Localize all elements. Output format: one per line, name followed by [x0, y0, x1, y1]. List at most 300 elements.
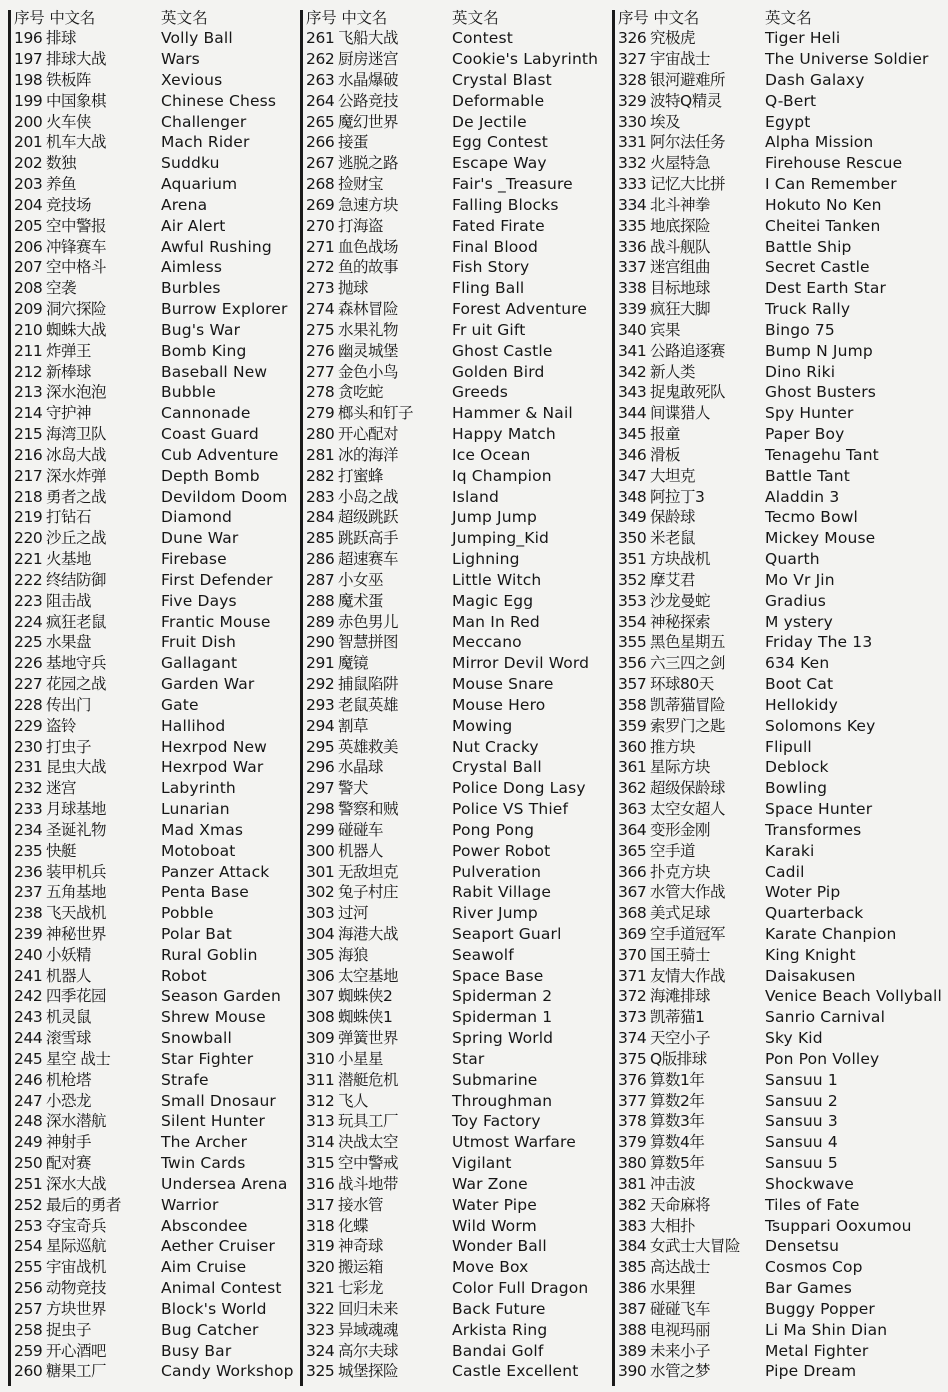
game-english-name: Deformable [452, 91, 545, 110]
game-chinese-name: 火车侠 [46, 112, 92, 131]
game-english-name: Sansuu 5 [765, 1154, 838, 1173]
game-number: 354 [618, 612, 647, 631]
game-chinese-name: 波特Q精灵 [650, 91, 722, 110]
game-number: 381 [618, 1174, 647, 1193]
game-english-name: Busy Bar [161, 1341, 232, 1360]
game-english-name: Contest [452, 29, 513, 48]
list-item [618, 1007, 886, 1028]
game-number: 287 [306, 570, 335, 589]
game-english-name: Alpha Mission [765, 133, 874, 152]
game-chinese-name: 疯狂大脚 [650, 300, 711, 319]
game-number: 307 [306, 987, 335, 1006]
list-item [306, 1028, 554, 1049]
game-chinese-name: 神秘探索 [650, 612, 711, 631]
game-english-name: Warrior [161, 1195, 219, 1214]
game-number: 222 [14, 570, 43, 589]
game-english-name: Cadil [765, 862, 805, 881]
game-english-name: Mouse Snare [452, 675, 554, 694]
game-number: 236 [14, 862, 43, 881]
game-chinese-name: 接水管 [338, 1195, 384, 1214]
game-english-name: Tiles of Fate [765, 1195, 860, 1214]
game-chinese-name: 迷宫 [46, 779, 77, 798]
game-chinese-name: 算数1年 [650, 1070, 705, 1089]
game-chinese-name: 新人类 [650, 362, 696, 381]
game-chinese-name: 空中警戒 [338, 1154, 399, 1173]
game-chinese-name: 四季花园 [46, 987, 107, 1006]
game-chinese-name: 超级保龄球 [650, 779, 726, 798]
game-chinese-name: 环球80天 [650, 675, 714, 694]
game-number: 233 [14, 800, 43, 818]
game-number: 380 [618, 1154, 647, 1173]
game-chinese-name: 算数4年 [650, 1133, 705, 1152]
list-item [306, 1236, 547, 1257]
list-item [618, 341, 873, 362]
list-item [306, 924, 562, 945]
game-english-name: Undersea Arena [161, 1174, 288, 1193]
column-divider [8, 10, 11, 1386]
game-chinese-name: 魔术蛋 [338, 591, 384, 610]
game-chinese-name: 火基地 [46, 550, 92, 569]
game-chinese-name: 回归未来 [338, 1299, 399, 1318]
game-chinese-name: 飞船大战 [338, 29, 399, 48]
game-number: 321 [306, 1279, 335, 1298]
game-number: 320 [306, 1258, 335, 1277]
list-item [14, 820, 244, 841]
list-item [618, 174, 897, 195]
game-english-name: Submarine [452, 1070, 538, 1089]
list-item [618, 841, 815, 862]
game-english-name: Power Robot [452, 841, 551, 860]
game-english-name: Frantic Mouse [161, 612, 271, 631]
list-item [618, 1216, 912, 1237]
game-english-name: Season Garden [161, 987, 281, 1006]
list-item [618, 820, 862, 841]
game-english-name: Truck Rally [765, 300, 851, 319]
game-number: 365 [618, 841, 647, 860]
game-chinese-name: 神秘世界 [46, 924, 107, 943]
list-item [306, 424, 556, 445]
game-chinese-name: 空手道 [650, 841, 696, 860]
game-english-name: Fruit Dish [161, 633, 236, 652]
game-chinese-name: 算数5年 [650, 1154, 705, 1173]
list-item [306, 320, 526, 341]
list-item [14, 841, 236, 862]
list-item [306, 1091, 553, 1112]
game-number: 334 [618, 195, 647, 214]
game-number: 281 [306, 445, 335, 464]
game-english-name: Star [452, 1049, 485, 1068]
game-english-name: Ghost Busters [765, 383, 876, 402]
game-number: 316 [306, 1174, 335, 1193]
list-item [306, 49, 599, 70]
list-item [618, 1091, 838, 1112]
list-item [14, 612, 271, 633]
list-item [14, 882, 249, 903]
game-chinese-name: 水管之梦 [650, 1362, 711, 1381]
game-number: 330 [618, 112, 647, 131]
list-item [618, 1361, 857, 1382]
game-english-name: Aimless [161, 258, 223, 277]
game-number: 322 [306, 1299, 335, 1318]
game-number: 197 [14, 50, 43, 69]
game-english-name: Quarth [765, 550, 820, 569]
game-chinese-name: 水果盘 [46, 633, 92, 652]
game-english-name: Police Dong Lasy [452, 779, 586, 798]
game-number: 264 [306, 91, 335, 110]
game-number: 204 [14, 195, 43, 214]
game-english-name: Cookie's Labyrinth [452, 50, 599, 69]
game-english-name: Hokuto No Ken [765, 195, 882, 214]
game-number: 382 [618, 1195, 647, 1214]
game-number: 359 [618, 716, 647, 735]
game-english-name: Transformes [765, 820, 862, 839]
list-item [618, 1195, 860, 1216]
list-item [306, 612, 540, 633]
game-chinese-name: 海湾卫队 [46, 425, 107, 444]
game-chinese-name: 养鱼 [46, 175, 77, 194]
game-number: 336 [618, 237, 647, 256]
game-chinese-name: 金色小鸟 [338, 362, 399, 381]
list-item [306, 403, 573, 424]
game-chinese-name: 超速赛车 [338, 550, 399, 569]
list-item [14, 778, 236, 799]
game-english-name: Densetsu [765, 1237, 840, 1256]
game-chinese-name: 中国象棋 [46, 91, 107, 110]
game-chinese-name: 空中格斗 [46, 258, 107, 277]
game-number: 261 [306, 29, 335, 48]
game-chinese-name: 星际巡航 [46, 1237, 107, 1256]
game-english-name: Friday The 13 [765, 633, 873, 652]
game-chinese-name: 开心酒吧 [46, 1341, 107, 1360]
list-item [14, 924, 232, 945]
game-chinese-name: 排球 [46, 29, 77, 48]
game-column [300, 6, 612, 1386]
game-english-name: Burbles [161, 279, 221, 298]
game-english-name: Robot [161, 966, 207, 985]
list-item [14, 591, 237, 612]
list-item [306, 674, 554, 695]
list-item [14, 28, 233, 49]
game-english-name: Challenger [161, 112, 247, 131]
list-item [618, 424, 845, 445]
list-item [618, 1278, 853, 1299]
game-chinese-name: 动物竞技 [46, 1279, 107, 1298]
game-chinese-name: 水晶爆破 [338, 70, 399, 89]
list-item [14, 216, 226, 237]
list-item [306, 382, 508, 403]
game-english-name: Pulveration [452, 862, 542, 881]
game-english-name: Abscondee [161, 1216, 248, 1235]
game-english-name: Twin Cards [161, 1154, 246, 1173]
game-number: 255 [14, 1258, 43, 1277]
list-item [618, 924, 897, 945]
game-chinese-name: 公路竞技 [338, 91, 399, 110]
list-item [14, 174, 238, 195]
list-item [14, 91, 277, 112]
game-chinese-name: 大坦克 [650, 466, 696, 485]
list-item [14, 1153, 246, 1174]
game-chinese-name: 守护神 [46, 404, 92, 423]
list-item [306, 653, 590, 674]
game-english-name: Escape Way [452, 154, 547, 173]
game-number: 241 [14, 966, 43, 985]
game-chinese-name: 急速方块 [338, 195, 399, 214]
game-number: 325 [306, 1362, 335, 1381]
game-english-name: Burrow Explorer [161, 300, 288, 319]
list-item [618, 1153, 838, 1174]
game-number: 224 [14, 612, 43, 631]
game-number: 340 [618, 320, 647, 339]
list-item [14, 299, 288, 320]
game-chinese-name: 算数2年 [650, 1091, 705, 1110]
game-english-name: The Universe Soldier [765, 50, 929, 69]
game-number: 331 [618, 133, 647, 152]
list-item [618, 320, 835, 341]
game-english-name: De Jectile [452, 112, 527, 131]
game-number: 351 [618, 550, 647, 569]
game-chinese-name: 蜘蛛侠2 [338, 987, 393, 1006]
game-chinese-name: 排球大战 [46, 50, 107, 69]
game-english-name: Arena [161, 195, 208, 214]
game-number: 274 [306, 300, 335, 319]
list-item [14, 362, 268, 383]
column-divider [612, 10, 615, 1386]
game-number: 203 [14, 175, 43, 194]
game-english-name: Dash Galaxy [765, 70, 865, 89]
game-number: 362 [618, 779, 647, 798]
game-english-name: Depth Bomb [161, 466, 260, 485]
game-english-name: Flipull [765, 737, 812, 756]
game-number: 205 [14, 216, 43, 235]
game-chinese-name: 凯蒂猫冒险 [650, 695, 726, 714]
game-chinese-name: 扑克方块 [650, 862, 711, 881]
game-number: 243 [14, 1008, 43, 1027]
list-item [306, 1049, 485, 1070]
game-english-name: Gate [161, 695, 199, 714]
game-number: 246 [14, 1070, 43, 1089]
game-number: 308 [306, 1008, 335, 1027]
game-english-name: Throughman [452, 1091, 553, 1110]
game-english-name: Vigilant [452, 1154, 512, 1173]
game-chinese-name: 魔镜 [338, 654, 369, 673]
game-chinese-name: 打虫子 [46, 737, 92, 756]
game-chinese-name: 捡财宝 [338, 175, 384, 194]
header-en-label: 英文名 [765, 9, 812, 27]
game-number: 313 [306, 1112, 335, 1131]
game-english-name: Sansuu 2 [765, 1091, 838, 1110]
game-number: 373 [618, 1008, 647, 1027]
list-item [306, 632, 522, 653]
game-chinese-name: 宾果 [650, 320, 681, 339]
game-chinese-name: 报童 [650, 425, 681, 444]
game-english-name: Jump Jump [452, 508, 537, 527]
list-item [618, 1174, 854, 1195]
list-item [306, 1320, 548, 1341]
game-number: 356 [618, 654, 647, 673]
game-english-name: Fair's _Treasure [452, 175, 573, 194]
list-item [618, 257, 870, 278]
game-english-name: Mad Xmas [161, 820, 244, 839]
game-chinese-name: 变形金刚 [650, 820, 711, 839]
game-english-name: Candy Workshop [161, 1362, 294, 1381]
game-chinese-name: 装甲机兵 [46, 862, 107, 881]
game-number: 285 [306, 529, 335, 548]
game-number: 327 [618, 50, 647, 69]
game-number: 333 [618, 175, 647, 194]
game-english-name: M ystery [765, 612, 833, 631]
game-chinese-name: 高达战士 [650, 1258, 711, 1277]
game-chinese-name: 国王骑士 [650, 945, 711, 964]
list-item [14, 966, 207, 987]
list-item [306, 695, 546, 716]
list-item [618, 70, 865, 91]
list-item [14, 1236, 276, 1257]
game-number: 271 [306, 237, 335, 256]
game-english-name: Cosmos Cop [765, 1258, 863, 1277]
game-english-name: Fish Story [452, 258, 530, 277]
list-item [618, 862, 805, 883]
game-number: 262 [306, 50, 335, 69]
game-english-name: Li Ma Shin Dian [765, 1320, 888, 1339]
game-number: 199 [14, 91, 43, 110]
game-chinese-name: 深水潜航 [46, 1112, 107, 1131]
game-english-name: Gradius [765, 591, 826, 610]
game-english-name: Aim Cruise [161, 1258, 247, 1277]
game-chinese-name: 天命麻将 [650, 1195, 711, 1214]
game-number: 338 [618, 279, 647, 298]
game-english-name: Mowing [452, 716, 513, 735]
game-number: 220 [14, 529, 43, 548]
list-item [306, 986, 553, 1007]
game-number: 230 [14, 737, 43, 756]
game-english-name: I Can Remember [765, 175, 897, 194]
game-english-name: Space Hunter [765, 800, 873, 818]
game-english-name: Bug's War [161, 320, 241, 339]
list-item [306, 549, 520, 570]
game-number: 267 [306, 154, 335, 173]
game-chinese-name: 智慧拼图 [338, 633, 399, 652]
game-chinese-name: 机器人 [46, 966, 92, 985]
game-english-name: Quarterback [765, 904, 864, 923]
game-chinese-name: 无敌坦克 [338, 862, 399, 881]
game-chinese-name: 索罗门之匙 [650, 716, 726, 735]
game-number: 343 [618, 383, 647, 402]
game-number: 357 [618, 675, 647, 694]
game-english-name: King Knight [765, 945, 856, 964]
list-item [306, 112, 527, 133]
game-english-name: Karaki [765, 841, 815, 860]
list-item [306, 1174, 528, 1195]
game-chinese-name: 小岛之战 [338, 487, 399, 506]
game-chinese-name: 海狼 [338, 945, 369, 964]
game-english-name: Wars [161, 50, 200, 69]
list-item [14, 757, 264, 778]
list-item [306, 132, 548, 153]
list-item [14, 862, 270, 883]
game-number: 335 [618, 216, 647, 235]
game-chinese-name: 空袭 [46, 279, 77, 298]
game-chinese-name: 基地守兵 [46, 654, 107, 673]
list-item [306, 507, 537, 528]
game-number: 312 [306, 1091, 335, 1110]
game-number: 268 [306, 175, 335, 194]
game-english-name: Tenagehu Tant [765, 445, 879, 464]
game-english-name: Pipe Dream [765, 1362, 857, 1381]
list-item [618, 903, 864, 924]
game-chinese-name: 超级跳跃 [338, 508, 399, 527]
game-english-name: Sansuu 1 [765, 1070, 838, 1089]
list-item [14, 1278, 282, 1299]
game-number: 294 [306, 716, 335, 735]
game-chinese-name: 北斗神拳 [650, 195, 711, 214]
game-english-name: Woter Pip [765, 883, 841, 902]
list-item [618, 1028, 823, 1049]
game-chinese-name: 英雄救美 [338, 737, 399, 756]
game-english-name: Bandai Golf [452, 1341, 544, 1360]
game-english-name: Spring World [452, 1029, 554, 1048]
list-item [618, 1049, 880, 1070]
game-number: 232 [14, 779, 43, 798]
game-number: 239 [14, 924, 43, 943]
game-english-name: Utmost Warfare [452, 1133, 576, 1152]
game-number: 254 [14, 1237, 43, 1256]
column-divider [300, 10, 303, 1386]
game-english-name: Crystal Blast [452, 70, 552, 89]
list-item [14, 445, 279, 466]
game-chinese-name: 碰碰飞车 [650, 1299, 711, 1318]
game-number: 208 [14, 279, 43, 298]
game-english-name: Magic Egg [452, 591, 534, 610]
game-number: 291 [306, 654, 335, 673]
game-number: 328 [618, 70, 647, 89]
game-number: 196 [14, 29, 43, 48]
game-chinese-name: 阻击战 [46, 591, 92, 610]
list-item [14, 278, 221, 299]
list-item [306, 1216, 537, 1237]
game-number: 280 [306, 425, 335, 444]
list-item [14, 986, 281, 1007]
game-number: 379 [618, 1133, 647, 1152]
game-number: 250 [14, 1154, 43, 1173]
game-chinese-name: 贪吃蛇 [338, 383, 384, 402]
game-english-name: Sansuu 4 [765, 1133, 838, 1152]
list-item [306, 1257, 529, 1278]
game-chinese-name: 昆虫大战 [46, 758, 107, 777]
game-chinese-name: 推方块 [650, 737, 696, 756]
game-number: 355 [618, 633, 647, 652]
game-chinese-name: 深水大战 [46, 1174, 107, 1193]
game-number: 318 [306, 1216, 335, 1235]
game-number: 213 [14, 383, 43, 402]
list-item [306, 278, 525, 299]
game-chinese-name: 夺宝奇兵 [46, 1216, 107, 1235]
list-item [14, 112, 247, 133]
game-chinese-name: 配对赛 [46, 1154, 92, 1173]
list-item [618, 549, 820, 570]
game-chinese-name: 鱼的故事 [338, 258, 399, 277]
game-english-name: Fr uit Gift [452, 320, 526, 339]
game-number: 206 [14, 237, 43, 256]
list-item [618, 528, 876, 549]
list-item [618, 507, 859, 528]
game-english-name: Block's World [161, 1299, 267, 1318]
game-chinese-name: 滑板 [650, 445, 681, 464]
game-english-name: Solomons Key [765, 716, 876, 735]
game-english-name: Five Days [161, 591, 237, 610]
game-number: 212 [14, 362, 43, 381]
game-english-name: The Archer [161, 1133, 248, 1152]
game-chinese-name: 迷宫组曲 [650, 258, 711, 277]
